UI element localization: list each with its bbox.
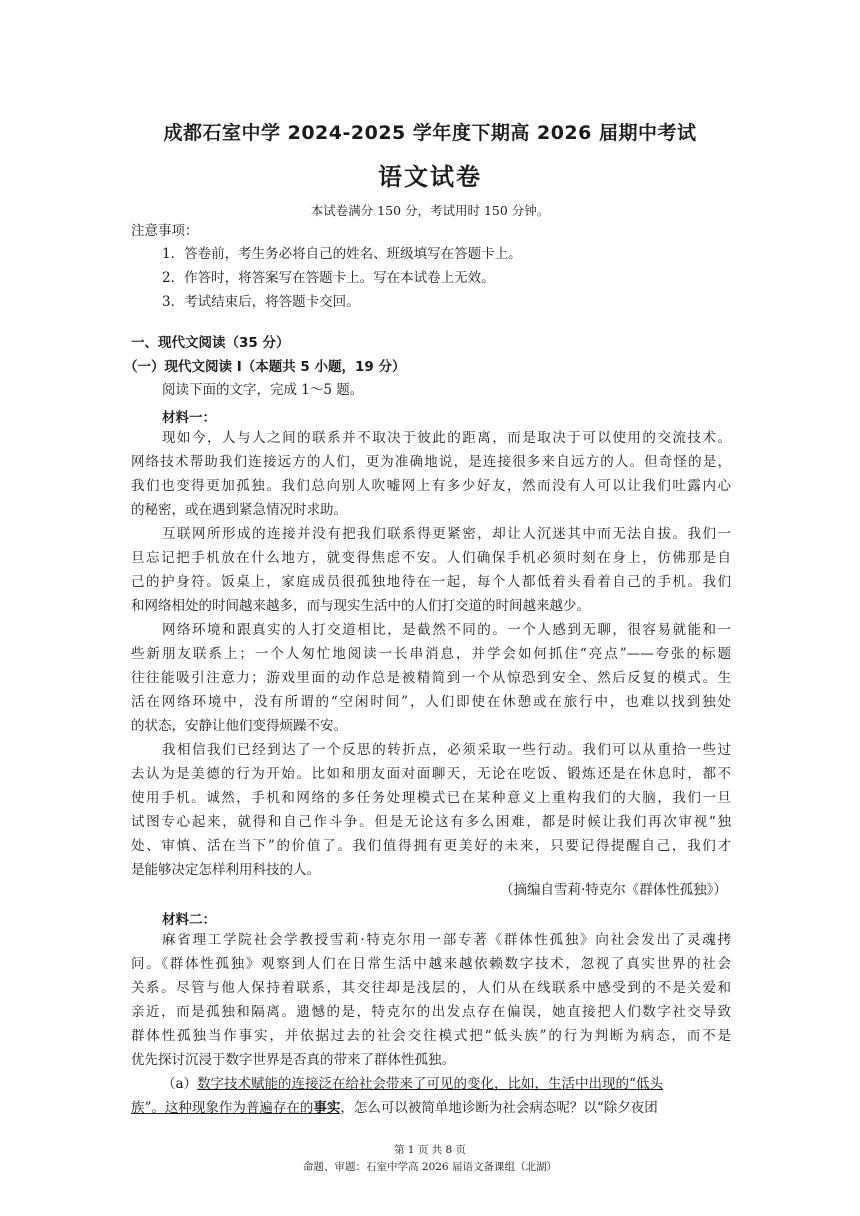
text-line: 我们也变得更加孤独。我们总向别人吹嘘网上有多少好友，然而没有人可以让我们吐露内心 xyxy=(131,478,731,494)
text-line: 我相信我们已经到达了一个反思的转折点，必须采取一些行动。我们可以从重拾一些过 xyxy=(162,742,731,758)
text-line: 处、审慎、活在当下”的价值了。我们值得拥有更美好的未来，只要记得提醒自己，我们才 xyxy=(131,838,731,854)
text-line: 的状态，安静让他们变得烦躁不安。 xyxy=(131,718,347,734)
notice-item: 3．考试结束后，将答题卡交回。 xyxy=(162,294,360,310)
text-fragment: ，怎么可以被简单地诊断为社会病态呢？以“除夕夜团 xyxy=(340,1100,658,1116)
exam-title: 成都石室中学 2024-2025 学年度下期高 2026 届期中考试 xyxy=(163,122,697,144)
text-line: 去认为是美德的行为开始。比如和朋友面对面聊天，无论在吃饭、锻炼还是在休息时，都不 xyxy=(131,766,731,782)
text-line: 旦忘记把手机放在什么地方，就变得焦虑不安。人们确保手机必须时刻在身上，仿佛那是自 xyxy=(131,550,731,566)
text-line: 活在网络环境中，没有所谓的“空闲时间”，人们即使在休憩或在旅行中，也难以找到独处 xyxy=(131,694,731,710)
material-one-label: 材料一： xyxy=(162,410,216,426)
footer-note: 命题、审题：石室中学高 2026 届语文备课组（北湖） xyxy=(303,1161,557,1173)
text-line: 互联网所形成的连接并没有把我们联系得更紧密，却让人沉迷其中而无法自拔。我们一 xyxy=(162,526,731,542)
material-two-label: 材料二： xyxy=(162,912,216,928)
reading-instruction: 阅读下面的文字，完成 1～5 题。 xyxy=(162,382,364,398)
text-line: 往往能吸引注意力；游戏里面的动作总是被精简到一个从惊恐到安全、然后反复的模式。生 xyxy=(131,670,731,686)
text-line: 现如今，人与人之间的联系并不取决于彼此的距离，而是取决于可以使用的交流技术。 xyxy=(162,430,731,446)
subsection-title: （一）现代文阅读 I（本题共 5 小题，19 分） xyxy=(124,359,406,375)
paper-title: 语文试卷 xyxy=(378,163,482,191)
text-line: 群体性孤独当作事实，并依据过去的社会交往模式把“低头族”的行为判断为病态，而不是 xyxy=(131,1028,731,1044)
text-line: 些新朋友联系上；一个人匆忙地阅读一长串消息，并学会如何抓住“亮点”——夸张的标题 xyxy=(131,646,731,662)
text-line: 试图专心起来，就得和自己作斗争。但是无论这有多么困难，都是时候让我们再次审视“独 xyxy=(131,814,731,830)
paragraph-a-line xyxy=(162,1072,731,1096)
text-line: 关系。尽管与他人保持着联系，其交往却是浅层的，人们从在线联系中感受到的不是关爱和 xyxy=(131,980,731,996)
notice-item: 1．答卷前，考生务必将自己的姓名、班级填写在答题卡上。 xyxy=(162,246,522,262)
text-line: 优先探讨沉浸于数字世界是否真的带来了群体性孤独。 xyxy=(131,1052,455,1068)
text-line: 己的护身符。饭桌上，家庭成员很孤独地待在一起，每个人都低着头看着自己的手机。我们 xyxy=(131,574,731,590)
text-line: 是能够决定怎样利用科技的人。 xyxy=(131,862,320,878)
paragraph-a-marker: （a） xyxy=(162,1076,198,1092)
score-info: 本试卷满分 150 分，考试用时 150 分钟。 xyxy=(310,203,550,218)
text-line: 和网络相处的时间越来越多，而与现实生活中的人们打交道的时间越来越少。 xyxy=(131,598,590,614)
underlined-sentence: 族”。这种现象作为普遍存在的 xyxy=(131,1100,314,1116)
underlined-sentence: 数字技术赋能的连接泛在给社会带来了可见的变化，比如，生活中出现的“低头 xyxy=(197,1076,663,1092)
emphasized-word: 事实 xyxy=(313,1100,341,1116)
page-number: 第 1 页 共 8 页 xyxy=(393,1144,467,1156)
notice-item: 2．作答时，将答案写在答题卡上。写在本试卷上无效。 xyxy=(162,270,495,286)
material-one-source: （摘编自雪莉·特克尔《群体性孤独》） xyxy=(499,882,727,898)
text-line: 网络技术帮助我们连接远方的人们，更为准确地说，是连接很多来自远方的人。但奇怪的是， xyxy=(131,454,731,470)
paragraph-a-line xyxy=(131,1096,731,1120)
text-line: 的秘密，或在遇到紧急情况时求助。 xyxy=(131,502,347,518)
text-line: 网络环境和跟真实的人打交道相比，是截然不同的。一个人感到无聊，很容易就能和一 xyxy=(162,622,731,638)
notice-heading: 注意事项： xyxy=(131,223,199,239)
section-title: 一、现代文阅读（35 分） xyxy=(131,335,290,351)
text-line: 使用手机。诚然，手机和网络的多任务处理模式已在某种意义上重构我们的大脑，我们一旦 xyxy=(131,790,731,806)
text-line: 问。《群体性孤独》观察到人们在日常生活中越来越依赖数字技术，忽视了真实世界的社会 xyxy=(131,956,731,972)
text-line: 麻省理工学院社会学教授雪莉·特克尔用一部专著《群体性孤独》向社会发出了灵魂拷 xyxy=(162,932,731,948)
text-line: 亲近，而是孤独和隔离。遗憾的是，特克尔的出发点存在偏误，她直接把人们数字社交导致 xyxy=(131,1004,731,1020)
